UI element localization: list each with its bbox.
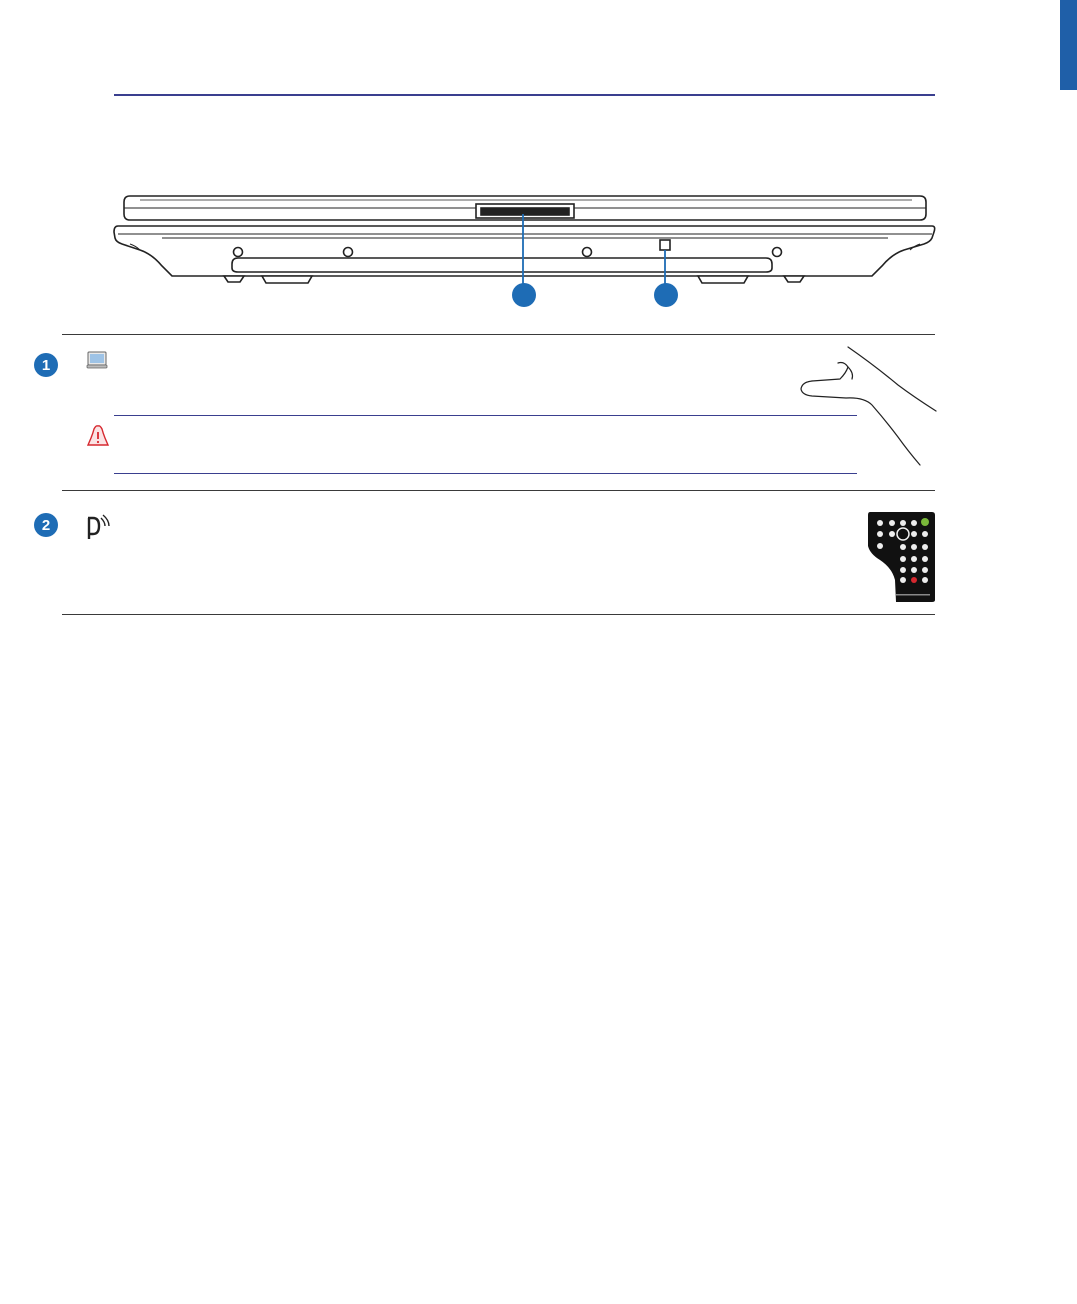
remote-control-illustration — [866, 510, 936, 604]
page-edge-tab — [1060, 0, 1077, 90]
note-top-rule — [114, 415, 857, 416]
section-1-number: 1 — [34, 353, 58, 377]
section-divider — [62, 614, 935, 615]
section-2-number: 2 — [34, 513, 58, 537]
finger-press-illustration — [796, 345, 938, 467]
callout-1 — [512, 283, 536, 307]
callout-2 — [654, 283, 678, 307]
note-bottom-rule — [114, 473, 857, 474]
laptop-front-view-illustration — [112, 188, 938, 288]
header-rule — [114, 94, 935, 96]
display-panel-icon — [86, 349, 108, 371]
section-divider — [62, 334, 935, 335]
hand-warning-icon — [85, 423, 111, 449]
section-divider — [62, 490, 935, 491]
infrared-receiver-icon — [84, 512, 112, 540]
